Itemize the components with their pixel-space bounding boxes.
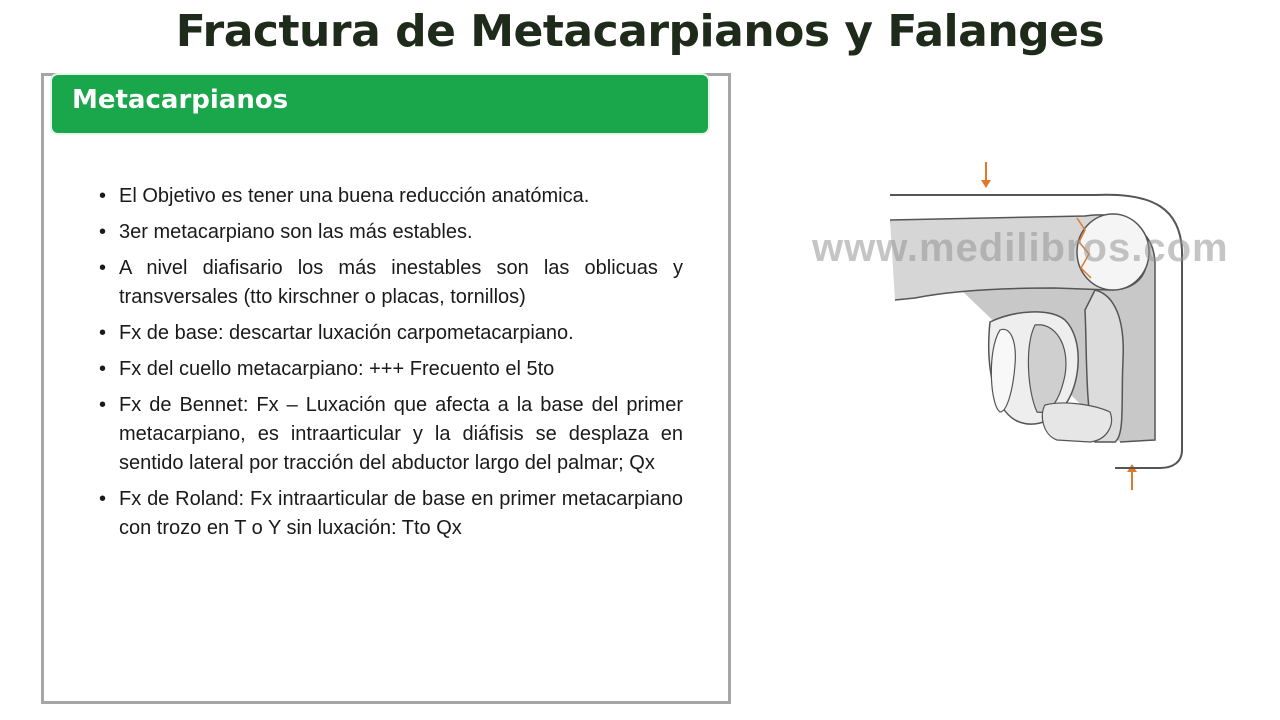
watermark-text: www.medilibros.com xyxy=(812,226,1229,270)
section-header-label: Metacarpianos xyxy=(72,85,289,115)
bullet-dot: • xyxy=(99,488,107,510)
bullet-dot: • xyxy=(99,394,107,416)
bullet-dot: • xyxy=(99,322,107,344)
bullet-text: 3er metacarpiano son las más estables. xyxy=(119,221,473,243)
bullet-text: A nivel diafisario los más inestables son las oblicuas y transversales (tto kirschner o placas, tornillos) xyxy=(119,257,683,308)
bullet-dot: • xyxy=(99,185,107,207)
bullet-dot: • xyxy=(99,358,107,380)
bullet-item xyxy=(95,319,683,348)
bullet-list xyxy=(95,182,683,550)
bullet-item xyxy=(95,485,683,543)
bullet-item xyxy=(95,254,683,312)
bullet-text: Fx del cuello metacarpiano: +++ Frecuento el 5to xyxy=(119,358,555,380)
bullet-text: Fx de Roland: Fx intraarticular de base en primer metacarpiano con trozo en T o Y sin luxación: Tto Qx xyxy=(119,488,683,539)
bullet-item xyxy=(95,355,683,384)
bullet-text: El Objetivo es tener una buena reducción anatómica. xyxy=(119,185,590,207)
bullet-item xyxy=(95,391,683,478)
slide-title: Fractura de Metacarpianos y Falanges xyxy=(175,6,1105,57)
bullet-text: Fx de base: descartar luxación carpometacarpiano. xyxy=(119,322,574,344)
section-header xyxy=(52,75,708,133)
arrow-down-icon xyxy=(981,162,991,188)
bullet-item xyxy=(95,182,683,211)
bullet-dot: • xyxy=(99,257,107,279)
finger-fracture-illustration xyxy=(795,150,1240,510)
bullet-text: Fx de Bennet: Fx – Luxación que afecta a la base del primer metacarpiano, es intraarticular y la diáfisis se desplaza en sentido lateral por tracción del abductor largo del palmar; Qx xyxy=(119,394,683,474)
bullet-dot: • xyxy=(99,221,107,243)
bullet-item xyxy=(95,218,683,247)
